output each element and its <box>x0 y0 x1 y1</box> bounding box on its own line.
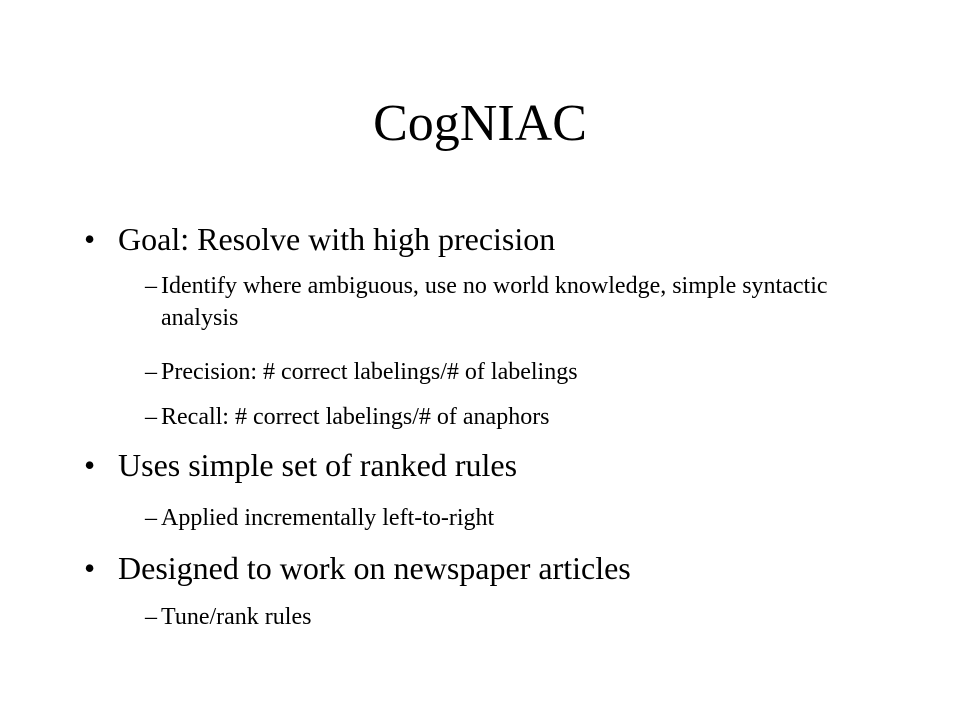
bullet-text: Goal: Resolve with high precision <box>118 221 556 257</box>
sub-bullet-item <box>145 502 841 534</box>
sub-bullet-item <box>145 356 841 388</box>
sub-bullet-symbol: – <box>145 404 157 430</box>
sub-bullet-item <box>145 270 841 334</box>
bullet-symbol: • <box>84 447 96 483</box>
sub-bullet-item <box>145 401 841 433</box>
bullet-text: Uses simple set of ranked rules <box>118 447 518 483</box>
bullet-item <box>84 445 517 485</box>
sub-bullet-text: Precision: # correct labelings/# of labelings <box>161 359 578 385</box>
sub-bullet-symbol: – <box>145 273 157 299</box>
sub-bullet-text: Tune/rank rules <box>161 604 312 630</box>
sub-bullet-text: Applied incrementally left-to-right <box>161 505 495 531</box>
sub-bullet-text: Recall: # correct labelings/# of anaphors <box>161 404 550 430</box>
sub-bullet-symbol: – <box>145 505 157 531</box>
sub-bullet-item <box>145 601 841 633</box>
sub-bullet-symbol: – <box>145 604 157 630</box>
sub-bullet-text: Identify where ambiguous, use no world knowledge, simple syntactic analysis <box>161 273 828 331</box>
slide-title: CogNIAC <box>373 95 587 152</box>
bullet-item <box>84 548 631 588</box>
bullet-text: Designed to work on newspaper articles <box>118 550 631 586</box>
sub-bullet-symbol: – <box>145 359 157 385</box>
bullet-symbol: • <box>84 221 96 257</box>
bullet-item <box>84 219 555 259</box>
bullet-symbol: • <box>84 550 96 586</box>
